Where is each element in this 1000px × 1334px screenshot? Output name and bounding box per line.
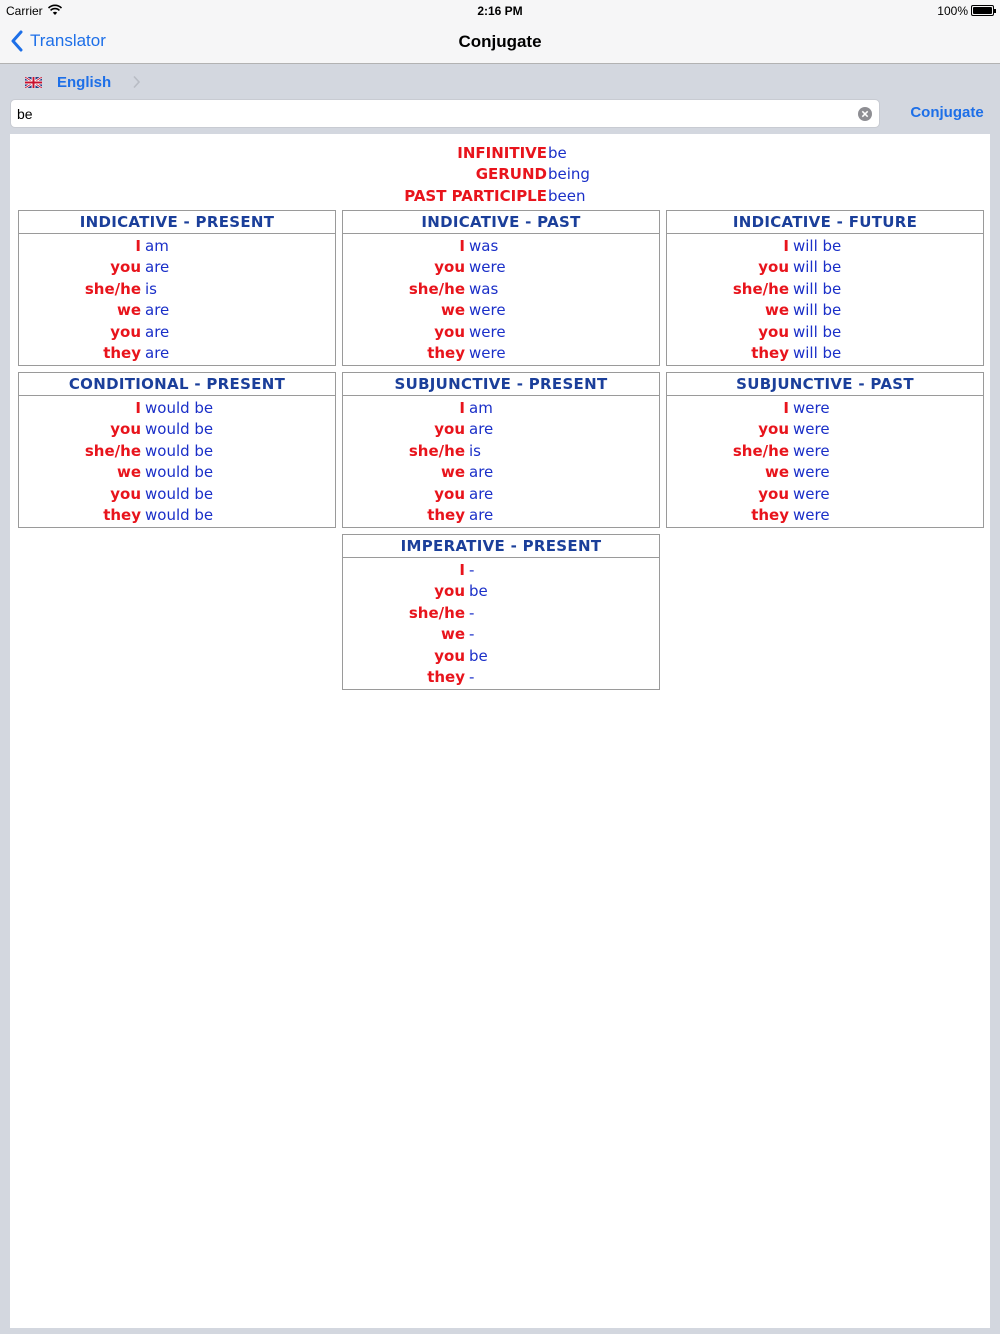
- clear-icon[interactable]: [858, 107, 872, 121]
- tense-title: INDICATIVE - PAST: [343, 211, 659, 234]
- status-time: 2:16 PM: [477, 4, 523, 18]
- conjugation-row: [343, 667, 659, 689]
- verb-form: will be: [793, 322, 842, 341]
- conjugation-row: [19, 278, 335, 300]
- tense-panel: [342, 372, 660, 528]
- battery-icon: [971, 5, 994, 16]
- pronoun: you: [434, 582, 465, 601]
- page-title: Conjugate: [458, 32, 542, 51]
- verb-input[interactable]: [17, 104, 847, 124]
- verb-form: would be: [145, 484, 214, 503]
- conjugation-row: [343, 559, 659, 581]
- verb-form: be: [469, 646, 488, 665]
- pronoun: you: [434, 258, 465, 277]
- pronoun: we: [440, 301, 465, 320]
- conjugation-row: [667, 419, 983, 441]
- conjugation-row: [667, 257, 983, 279]
- verb-form: are: [145, 344, 170, 363]
- verb-form: -: [469, 560, 475, 579]
- conjugation-row: [343, 624, 659, 646]
- tense-panel: [342, 210, 660, 366]
- conjugation-row: [343, 257, 659, 279]
- conjugation-row: [343, 483, 659, 505]
- verb-form: will be: [793, 279, 842, 298]
- tense-title: SUBJUNCTIVE - PRESENT: [343, 373, 659, 396]
- verb-form: are: [145, 258, 170, 277]
- back-button-label: Translator: [30, 31, 106, 50]
- pronoun: you: [758, 322, 789, 341]
- conjugation-row: [19, 343, 335, 365]
- pronoun: I: [135, 236, 141, 255]
- conjugation-row: [343, 645, 659, 667]
- pronoun: we: [440, 463, 465, 482]
- conjugation-row: [343, 300, 659, 322]
- verb-form: were: [469, 301, 506, 320]
- tense-panel: [666, 210, 984, 366]
- conjugation-row: [19, 462, 335, 484]
- tense-panel: [18, 372, 336, 528]
- pronoun: you: [110, 258, 141, 277]
- pronoun: they: [427, 668, 465, 687]
- verb-form: were: [793, 398, 830, 417]
- pronoun: we: [764, 463, 789, 482]
- pronoun: I: [783, 398, 789, 417]
- pronoun: she/he: [408, 441, 465, 460]
- battery-percent: 100%: [937, 4, 968, 18]
- pronoun: you: [758, 420, 789, 439]
- pronoun: they: [751, 344, 789, 363]
- verb-form: -: [469, 603, 475, 622]
- pronoun: you: [434, 420, 465, 439]
- verb-forms: [10, 142, 990, 207]
- verb-form: were: [793, 463, 830, 482]
- verb-search-field[interactable]: [10, 99, 880, 128]
- conjugation-row: [667, 483, 983, 505]
- tense-panel: [666, 372, 984, 528]
- verb-form: am: [145, 236, 169, 255]
- pronoun: you: [110, 484, 141, 503]
- verb-form: is: [145, 279, 157, 298]
- pronoun: I: [459, 398, 465, 417]
- conjugation-row: [343, 462, 659, 484]
- verb-form: -: [469, 668, 475, 687]
- status-bar: [0, 0, 1000, 22]
- form-row-past-participle: [10, 185, 990, 207]
- conjugation-row: [343, 581, 659, 603]
- pronoun: I: [459, 560, 465, 579]
- tense-panel: [18, 210, 336, 366]
- uk-flag-icon: [25, 77, 42, 88]
- conjugation-row: [19, 397, 335, 419]
- form-row-gerund: [10, 164, 990, 186]
- verb-form: would be: [145, 420, 214, 439]
- pronoun: she/he: [84, 441, 141, 460]
- conjugation-row: [19, 419, 335, 441]
- pronoun: they: [427, 506, 465, 525]
- verb-form: are: [145, 301, 170, 320]
- verb-form: are: [469, 506, 494, 525]
- form-value: being: [548, 165, 590, 184]
- pronoun: she/he: [84, 279, 141, 298]
- conjugation-row: [343, 343, 659, 365]
- verb-form: will be: [793, 344, 842, 363]
- chevron-right-icon: [132, 75, 141, 89]
- back-button[interactable]: [10, 30, 106, 52]
- pronoun: she/he: [732, 441, 789, 460]
- verb-form: will be: [793, 236, 842, 255]
- conjugation-row: [19, 235, 335, 257]
- pronoun: I: [783, 236, 789, 255]
- navigation-bar: [0, 22, 1000, 64]
- verb-form: are: [469, 484, 494, 503]
- conjugation-row: [19, 483, 335, 505]
- conjugation-row: [667, 462, 983, 484]
- verb-form: was: [469, 279, 499, 298]
- tense-title: CONDITIONAL - PRESENT: [19, 373, 335, 396]
- form-label: GERUND: [475, 165, 547, 184]
- conjugation-row: [19, 440, 335, 462]
- verb-form: would be: [145, 506, 214, 525]
- form-value: be: [548, 143, 567, 162]
- conjugation-row: [343, 278, 659, 300]
- verb-form: were: [469, 258, 506, 277]
- conjugation-row: [343, 419, 659, 441]
- chevron-left-icon: [10, 30, 24, 52]
- pronoun: you: [758, 258, 789, 277]
- pronoun: they: [427, 344, 465, 363]
- tense-panel: [342, 534, 660, 690]
- language-label[interactable]: English: [57, 74, 112, 91]
- language-selector[interactable]: [0, 65, 1000, 99]
- pronoun: they: [103, 506, 141, 525]
- verb-form: will be: [793, 258, 842, 277]
- conjugation-row: [343, 602, 659, 624]
- conjugation-row: [343, 397, 659, 419]
- verb-form: are: [469, 463, 494, 482]
- verb-form: would be: [145, 463, 214, 482]
- pronoun: you: [434, 484, 465, 503]
- verb-form: were: [469, 322, 506, 341]
- verb-form: was: [469, 236, 499, 255]
- verb-form: were: [793, 441, 830, 460]
- form-label: INFINITIVE: [457, 143, 547, 162]
- conjugation-row: [667, 321, 983, 343]
- tense-title: INDICATIVE - FUTURE: [667, 211, 983, 234]
- conjugation-content: [10, 134, 990, 1328]
- form-label: PAST PARTICIPLE: [404, 186, 547, 205]
- pronoun: I: [459, 236, 465, 255]
- pronoun: we: [440, 625, 465, 644]
- conjugation-row: [667, 278, 983, 300]
- conjugation-row: [343, 321, 659, 343]
- verb-form: were: [793, 484, 830, 503]
- verb-form: are: [145, 322, 170, 341]
- verb-form: are: [469, 420, 494, 439]
- conjugation-row: [19, 505, 335, 527]
- conjugation-row: [343, 235, 659, 257]
- conjugation-row: [19, 321, 335, 343]
- conjugation-row: [343, 440, 659, 462]
- conjugation-row: [343, 505, 659, 527]
- verb-form: is: [469, 441, 481, 460]
- pronoun: she/he: [408, 603, 465, 622]
- pronoun: you: [758, 484, 789, 503]
- pronoun: you: [434, 322, 465, 341]
- verb-form: be: [469, 582, 488, 601]
- form-row-infinitive: [10, 142, 990, 164]
- pronoun: she/he: [732, 279, 789, 298]
- verb-form: will be: [793, 301, 842, 320]
- verb-form: would be: [145, 441, 214, 460]
- verb-form: would be: [145, 398, 214, 417]
- verb-form: am: [469, 398, 493, 417]
- pronoun: they: [103, 344, 141, 363]
- conjugation-row: [19, 300, 335, 322]
- conjugation-row: [19, 257, 335, 279]
- conjugation-row: [667, 440, 983, 462]
- conjugation-row: [667, 235, 983, 257]
- pronoun: you: [110, 322, 141, 341]
- pronoun: I: [135, 398, 141, 417]
- form-value: been: [548, 186, 586, 205]
- pronoun: we: [116, 301, 141, 320]
- conjugation-row: [667, 300, 983, 322]
- pronoun: we: [764, 301, 789, 320]
- pronoun: you: [434, 646, 465, 665]
- verb-form: were: [793, 506, 830, 525]
- conjugation-row: [667, 397, 983, 419]
- tense-title: IMPERATIVE - PRESENT: [343, 535, 659, 558]
- verb-form: were: [469, 344, 506, 363]
- verb-form: -: [469, 625, 475, 644]
- conjugation-row: [667, 505, 983, 527]
- pronoun: you: [110, 420, 141, 439]
- conjugate-button[interactable]: Conjugate: [910, 104, 984, 121]
- pronoun: we: [116, 463, 141, 482]
- conjugation-row: [667, 343, 983, 365]
- pronoun: she/he: [408, 279, 465, 298]
- tense-title: INDICATIVE - PRESENT: [19, 211, 335, 234]
- pronoun: they: [751, 506, 789, 525]
- verb-form: were: [793, 420, 830, 439]
- tense-title: SUBJUNCTIVE - PAST: [667, 373, 983, 396]
- carrier-label: Carrier: [6, 4, 43, 18]
